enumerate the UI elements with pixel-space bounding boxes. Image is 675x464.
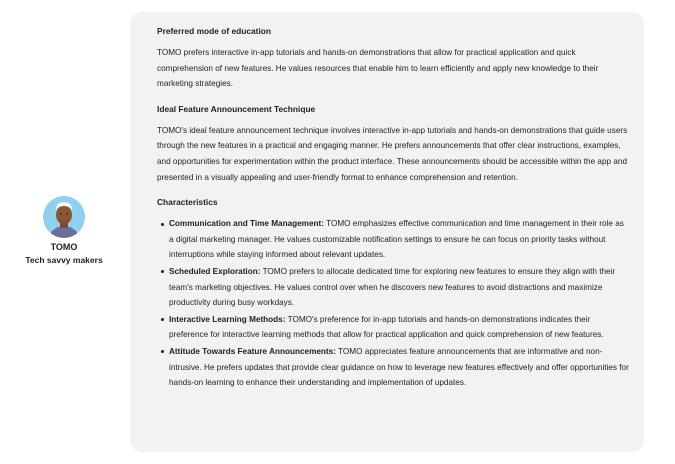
section-title: Preferred mode of education <box>157 26 272 36</box>
persona-role: Tech savvy makers <box>25 255 103 265</box>
list-item <box>169 264 630 311</box>
section-text: TOMO's ideal feature announcement technique involves interactive in-app tutorials and hands-on demonstrations that guide users through the new features in a practical and engaging manner. He prefers announcements that offer clear instructions, examples, and opportunities for experimentation within the product interface. These announcements should be accessible within the app and presented in a visually appealing and user-friendly format to enhance comprehension and retention. <box>157 125 628 182</box>
section-announcement-technique <box>157 102 630 185</box>
person-avatar-icon <box>43 196 85 238</box>
persona-panel <box>18 196 110 267</box>
item-label: Attitude Towards Feature Announcements: <box>169 346 336 356</box>
section-title: Ideal Feature Announcement Technique <box>157 103 316 114</box>
characteristics-list <box>157 216 630 391</box>
section-text: TOMO prefers interactive in-app tutorials and hands-on demonstrations that allow for practical application and quick comprehension of new features. He values resources that enable him to learn efficiently and apply new knowledge to their marketing strategies. <box>157 48 599 89</box>
section-education <box>157 24 630 92</box>
list-item <box>169 344 630 391</box>
item-text: TOMO emphasizes effective communication and time management in their role as a digital marketing manager. He values customizable notification settings to ensure he can focus on priority tasks without interruptions while staying informed about relevant updates. <box>169 219 624 260</box>
list-item <box>169 312 630 343</box>
persona-name: TOMO <box>50 242 78 252</box>
item-text: TOMO's preference for in-app tutorials and hands-on demonstrations indicates their preference for interactive learning methods that allow for practical application and quick comprehension of new features. <box>169 314 604 340</box>
item-label: Interactive Learning Methods: <box>169 314 286 324</box>
section-title: Characteristics <box>157 197 218 208</box>
list-item <box>169 216 630 263</box>
item-label: Communication and Time Management: <box>169 219 324 229</box>
persona-details-card <box>130 12 644 452</box>
section-characteristics <box>157 195 630 391</box>
item-label: Scheduled Exploration: <box>169 266 261 276</box>
item-text: TOMO prefers to allocate dedicated time for exploring new features to ensure they align with their team's marketing objectives. He values control over when he discovers new features to avoid distractions and maximize productivity during busy workdays. <box>169 266 616 308</box>
item-text: TOMO appreciates feature announcements that are informative and non-intrusive. He prefers updates that provide clear guidance on how to leverage new features effectively and offer opportunities for hands-on learning to enhance their understanding and implementation of updates. <box>169 346 629 388</box>
